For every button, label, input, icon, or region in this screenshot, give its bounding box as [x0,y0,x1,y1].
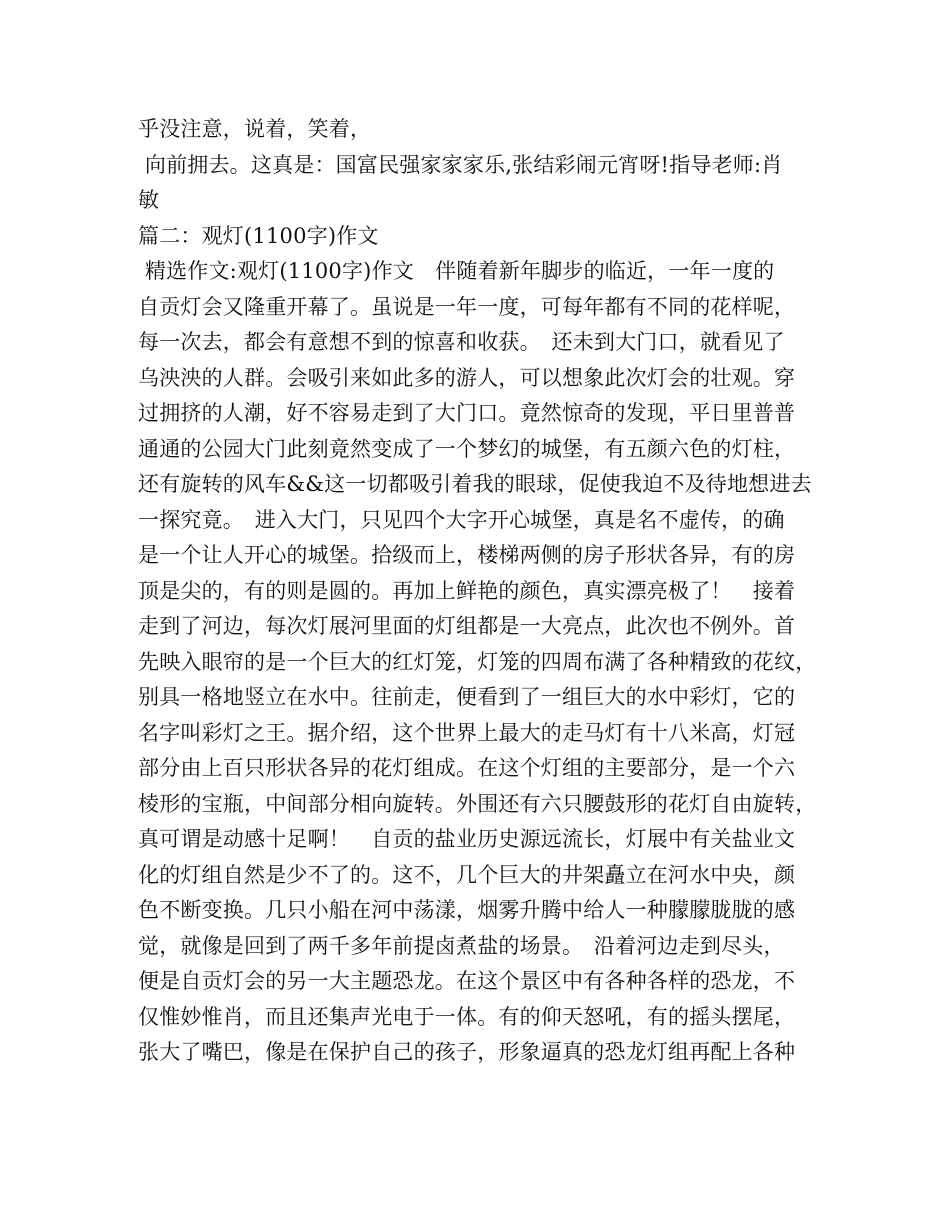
text-line: 别具一格地竖立在水中。往前走，便看到了一组巨大的水中彩灯，它的 [138,685,796,709]
text-line: 觉，就像是回到了两千多年前提卤煮盐的场景。 沿着河边走到尽头， [138,933,785,958]
text-line: 化的灯组自然是少不了的。这不，几个巨大的井架矗立在河水中央，颜 [138,862,796,887]
text-line: 色不断变换。几只小船在河中荡漾，烟雾升腾中给人一种朦朦胧胧的感 [138,898,796,922]
text-line: 自贡灯会又隆重开幕了。虽说是一年一度，可每年都有不同的花样呢， [138,294,796,319]
text-line: 还有旋转的风车&&这一切都吸引着我的眼球，促使我迫不及待地想进去 [138,472,812,496]
text-line: 乎没注意，说着，笑着， [138,117,372,141]
text-line: 部分由上百只形状各异的花灯组成。在这个灯组的主要部分，是一个六 [138,756,796,780]
text-line: 真可谓是动感十足啊！ 自贡的盐业历史源远流长，灯展中有关盐业文 [138,827,796,851]
text-line: 仅惟妙惟肖，而且还集声光电于一体。有的仰天怒吼，有的摇头摆尾， [138,1004,796,1029]
text-line: 棱形的宝瓶，中间部分相向旋转。外围还有六只腰鼓形的花灯自由旋转， [138,791,817,816]
text-line: 张大了嘴巴，像是在保护自己的孩子，形象逼真的恐龙灯组再配上各种 [138,1040,796,1064]
essay-text-block [138,112,828,1071]
text-line: 通通的公园大门此刻竟然变成了一个梦幻的城堡，有五颜六色的灯柱， [138,436,796,461]
text-line: 每一次去，都会有意想不到的惊喜和收获。 还未到大门口，就看见了 [138,330,785,354]
text-line: 敏 [138,188,160,212]
text-line: 向前拥去。这真是：国富民强家家家乐,张结彩闹元宵呀!指导老师:肖 [138,152,783,177]
text-line: 乌泱泱的人群。会吸引来如此多的游人，可以想象此次灯会的壮观。穿 [138,365,796,390]
text-line: 过拥挤的人潮，好不容易走到了大门口。竟然惊奇的发现，平日里普普 [138,401,796,425]
text-line: 精选作文:观灯(1100字)作文 伴随着新年脚步的临近，一年一度的 [138,259,775,283]
text-line: 走到了河边，每次灯展河里面的灯组都是一大亮点，此次也不例外。首 [138,614,796,638]
text-line: 是一个让人开心的城堡。拾级而上，楼梯两侧的房子形状各异，有的房 [138,543,796,567]
text-line: 先映入眼帘的是一个巨大的红灯笼，灯笼的四周布满了各种精致的花纹， [138,649,817,674]
section-heading: 篇二：观灯(1100字)作文 [138,223,379,248]
text-line: 名字叫彩灯之王。据介绍，这个世界上最大的走马灯有十八米高，灯冠 [138,720,796,745]
text-line: 顶是尖的，有的则是圆的。再加上鲜艳的颜色，真实漂亮极了！ 接着 [138,578,796,603]
text-line: 便是自贡灯会的另一大主题恐龙。在这个景区中有各种各样的恐龙，不 [138,969,796,993]
text-line: 一探究竟。 进入大门，只见四个大字开心城堡，真是名不虚传，的确 [138,507,785,532]
